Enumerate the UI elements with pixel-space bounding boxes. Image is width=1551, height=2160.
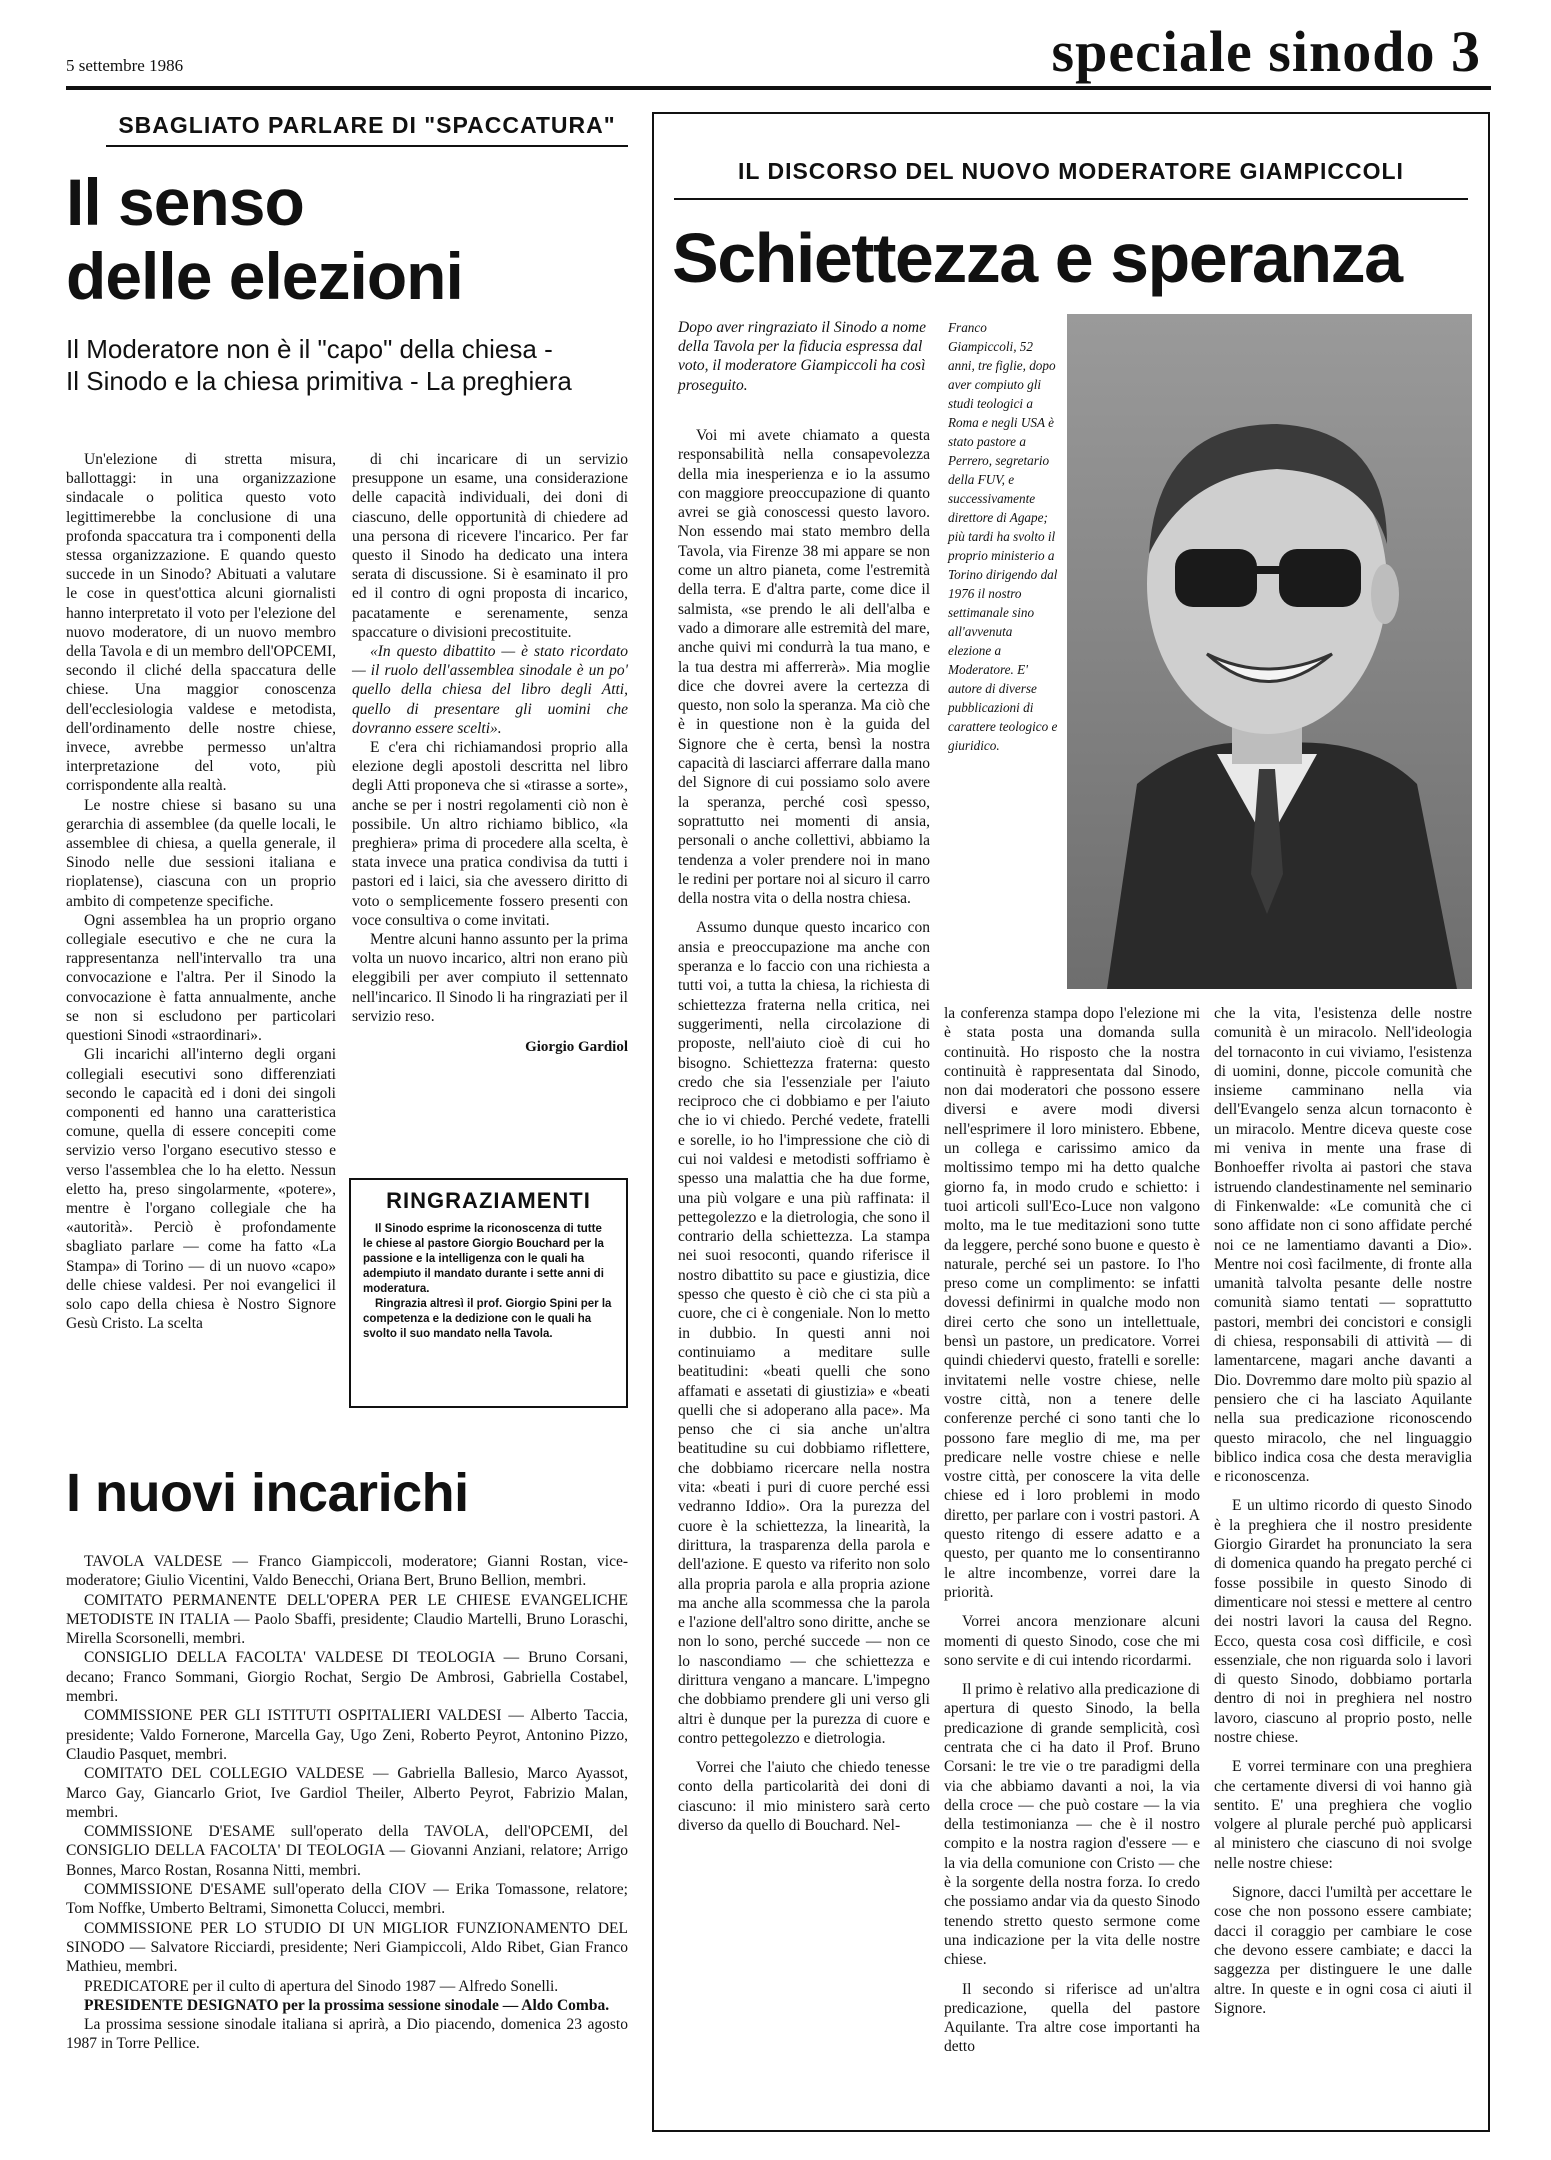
left-column-1 (66, 450, 336, 1333)
paragraph: Vorrei ancora menzionare alcuni momenti di questo Sinodo, cose che mi sono servite e di cui intendo ricordarmi. (944, 1613, 1200, 1669)
left-headline-line1: Il senso (66, 165, 304, 239)
right-column-2 (944, 1004, 1200, 2057)
nuovi-incarichi-list (66, 1552, 628, 2054)
paragraph: che la vita, l'esistenza delle nostre comunità è un miracolo. Nell'ideologia del tornaconto in cui viviamo, l'esistenza di uomini, donne, piccole comunità che insieme camminano nella via dell'Evangelo senza alcun tornaconto è un miracolo. Mentre diceva queste cose mi veniva in mente una frase di Bonhoeffer rivolta ai pastori che stava istruendo clandestinamente nel seminario di Finkenwalde: «Le comunità che ci sono affidate non ci sono affidate perché noi ce ne lamentiamo davanti a Dio». Mentre noi così facilmente, di fronte alla umanità talvolta pesante delle nostre comunità siamo tentati — soprattutto pastori, membri dei concistori e consigli di chiesa, responsabili di attività — di lamentarcene, magari anche davanti a Dio. Dovremmo dare molto più spazio al pensiero che ci ha lasciato Aquilante nella sua predicazione riconoscendo questo miracolo, che nel linguaggio biblico indica cosa che desta meraviglia e riconoscenza. (1214, 1005, 1472, 1486)
right-kicker-rule (674, 198, 1468, 200)
paragraph: Vorrei che l'aiuto che chiedo tenesse conto della particolarità dei doni di ciascuno: il mio ministero sarà certo diverso da quello di Bouchard. Nel- (678, 1759, 930, 1835)
paragraph: Un'elezione di stretta misura, ballottaggi: in una organizzazione sindacale o politica questo voto legittimerebbe la conclusione di una profonda spaccatura tra i componenti della stessa organizzazione. E quando questo succede in un Sinodo? Abituati a valutare le cose in quest'ottica alcuni giornalisti hanno interpretato il voto per l'elezione del nuovo moderatore, di un nuovo membro della Tavola e di un membro dell'OPCEMI, secondo il cliché della spaccatura delle chiese. Una maggior conoscenza dell'ecclesiologia valdese e metodista, dell'ordinamento delle nostre chiese, invece, avrebbe permesso un'altra interpretazione del voto, più corrispondente alla realtà. (66, 451, 336, 795)
paragraph: la conferenza stampa dopo l'elezione mi è stata posta una domanda sulla continuità. Ho risposto che la nostra continuità è rappresentata dal Sinodo, non dai moderatori che possono essere diversi e avere modi diversi nell'esprimere il loro ministero. Ebbene, un collega e carissimo amico da moltissimo tempo mi ha detto qualche giorno fa, in modo crudo e schietto: i tuoi articoli sull'Eco-Luce non valgono molto, ma le tue meditazioni sono tutte da leggere, perché sono buone e questo è naturale, perché sei un pastore. Io l'ho preso come un complimento: se infatti dovessi definirmi in qualche modo non direi certo che sono un intellettuale, bensì un pastore, un predicatore. Vorrei quindi chiedervi questo, fratelli e sorelle: invitatemi nelle vostre chiese, nelle vostre città, non a tenere delle conferenze perché ci sono tanti che lo possono fare meglio di me, ma per predicare nelle vostre chiese e nelle vostre città, per conoscere la vita delle chiese ed i loro problemi in modo diretto, per parlare con i vostri pastori. A questo ritengo di essere adatto e a questo, per quanto me lo consentiranno le altre incombenze, vorrei dare la priorità. (944, 1005, 1200, 1601)
list-item: COMMISSIONE D'ESAME sull'operato della CIOV — Erika Tomassone, relatore; Tom Noffke, Umberto Beltrami, Simonetta Colucci, membri. (66, 1881, 628, 1918)
ringraziamenti-box (349, 1178, 628, 1408)
header-rule (66, 86, 1491, 90)
left-kicker: SBAGLIATO PARLARE DI "SPACCATURA" (106, 112, 628, 147)
section-title: speciale sinodo 3 (1051, 19, 1481, 84)
box-paragraph: Ringrazia altresì il prof. Giorgio Spini per la competenza e la dedizione con le quali ha svolto il suo mandato nella Tavola. (363, 1298, 612, 1340)
list-item: COMMISSIONE D'ESAME sull'operato della TAVOLA, dell'OPCEMI, del CONSIGLIO DELLA FACOLTA' DI TEOLOGIA — Giovanni Anziani, relatore; Arrigo Bonnes, Marco Rostan, Rosanna Nitti, membri. (66, 1823, 628, 1879)
right-column-1 (678, 426, 930, 1835)
page-date: 5 settembre 1986 (66, 56, 184, 75)
box-paragraph: Il Sinodo esprime la riconoscenza di tutte le chiese al pastore Giorgio Bouchard per la passione e la intelligenza con le quali ha adempiuto il mandato durante i sette anni di moderatura. (363, 1223, 604, 1295)
paragraph: Il secondo si riferisce ad un'altra predicazione, quella del pastore Aquilante. Tra altre cose importanti ha detto (944, 1980, 1200, 2056)
left-headline-line2: delle elezioni (66, 239, 463, 313)
list-item: PRESIDENTE DESIGNATO per la prossima sessione sinodale — Aldo Comba. (84, 1996, 610, 2014)
portrait-illustration (1067, 314, 1472, 989)
box-title: RINGRAZIAMENTI (386, 1188, 591, 1213)
list-item: TAVOLA VALDESE — Franco Giampiccoli, moderatore; Gianni Rostan, vice-moderatore; Giulio Vicentini, Valdo Benecchi, Oriana Bert, Bruno Bellion, membri. (66, 1553, 628, 1590)
left-headline (66, 165, 628, 313)
list-item: COMITATO DEL COLLEGIO VALDESE — Gabriella Ballesio, Marco Ayassot, Marco Gay, Giancarlo Griot, Ive Gardiol Theiler, Alberto Peyrot, Fabrizio Malan, membri. (66, 1765, 628, 1821)
list-item: CONSIGLIO DELLA FACOLTA' VALDESE DI TEOLOGIA — Bruno Corsani, decano; Franco Sommani, Giorgio Rochat, Sergio De Ambrosi, Gabriella Costabel, membri. (66, 1649, 628, 1706)
right-article (652, 112, 1490, 2132)
left-subhead-line2: Il Sinodo e la chiesa primitiva - La preghiera (66, 366, 572, 396)
right-kicker: IL DISCORSO DEL NUOVO MODERATORE GIAMPICCOLI (738, 158, 1404, 184)
paragraph: Signore, dacci l'umiltà per accettare le cose che non possono essere cambiate; dacci il coraggio per cambiare le cose che devono essere cambiate; e dacci la saggezza per distinguere le une dalle altre. In queste e in ogni cosa ci aiuti il Signore. (1214, 1884, 1472, 2017)
left-subhead (66, 333, 628, 397)
quote-paragraph: «In questo dibattito — è stato ricordato — il ruolo dell'assemblea sinodale è un po' quello della chiesa del libro degli Atti, quello di presentare gli uomini che dovranno essere scelti». (352, 643, 628, 737)
list-item: PREDICATORE per il culto di apertura del Sinodo 1987 — Alfredo Sonelli. (84, 1977, 559, 1995)
paragraph: Il primo è relativo alla predicazione di apertura di questo Sinodo, la bella predicazione di grande semplicità, così centrata che ci ha dato il Prof. Bruno Corsani: le tre vie o tre paradigmi della via che abbiamo davanti a noi, la via della croce — che può costare — la via della testimonianza — che è il nostro compito e la nostra ragion d'essere — e la via della comunione con Cristo — che è la sorgente della nostra forza. Io credo che possiamo andar via da questo Sinodo tenendo stretto questo sermone come una indicazione per la vita delle nostre chiese. (944, 1681, 1200, 1969)
article-signature: Giorgio Gardiol (525, 1039, 628, 1056)
list-item: La prossima sessione sinodale italiana si aprirà, a Dio piacendo, domenica 23 agosto 1987 in Torre Pellice. (66, 2016, 628, 2053)
paragraph: E vorrei terminare con una preghiera che certamente diversi di voi hanno già sentito. E' una preghiera che voglio volgere al plurale perché può applicarsi al ministero che ciascuno di noi svolge nelle nostre chiese: (1214, 1758, 1472, 1872)
paragraph: Assumo dunque questo incarico con ansia e preoccupazione ma anche con speranza e lo faccio con una richiesta a tutti voi, a tutta la chiesa, la richiesta di schiettezza fraterna nella critica, nei suggerimenti, nella circolazione di proposte, nell'aiuto cioè di cui ho bisogno. Schiettezza fraterna: questo credo che sia l'essenziale per l'aiuto reciproco che ci dobbiamo e per l'aiuto che io vi chiedo. Perché vedete, fratelli e sorelle, io ho l'impressione che ciò di cui noi valdesi e metodisti soffriamo è spesso una malattia che ha due forme, una più volgare e una più raffinata: il pettegolezzo e la dietrologia, che sono il contrario della schiettezza. La stampa nei suoi resoconti, quando riferisce il nostro dibattito su pace e giustizia, dice spesso che questo è ciò che ci sta più a cuore, che ci è congeniale. Non lo metto in dubbio. In questi anni noi continuiamo a meditare sulle beatitudini: «beati quelli che sono affamati e assetati di giustizia» e «beati quelli che si adoperano alla pace». Ma penso che ci sia anche un'altra beatitudine su cui dobbiamo riflettere, che dobbiamo ricercare nella nostra vita: «beati i puri di cuore perché essi vedranno Iddio». Ora la purezza del cuore è la schiettezza, la linearità, la dirittura, la trasparenza della parola e dell'azione. E questo va riferito non solo alla propria parola e alla propria azione ma anche alla scommessa che la parola e l'azione dell'altro sono diritte, anche se non lo sono, perché succede — non ce lo nascondiamo — che schiettezza e dirittura vengano a mancare. L'impegno che dobbiamo prendere gli uni verso gli altri è dunque per la purezza di cuore e contro pettegolezzo e dietrologia. (678, 919, 930, 1747)
paragraph: E un ultimo ricordo di questo Sinodo è la preghiera che il nostro presidente Giorgio Girardet ha pronunciato la sera di domenica quando ha pregato perché ci fosse possibile in questo Sinodo di dimenticare noi stessi e mettere al centro dei nostri lavori la causa del Regno. Ecco, questa cosa così difficile, e così essenziale, che non riguarda solo i lavori di questo Sinodo, dobbiamo portarla dentro di noi in preghiera nel nostro lavoro, ciascuno al proprio posto, nelle nostre chiese. (1214, 1497, 1472, 1746)
left-subhead-line1: Il Moderatore non è il "capo" della chiesa - (66, 334, 553, 364)
paragraph: Le nostre chiese si basano su una gerarchia di assemblee (da quelle locali, le assemblee di chiesa, a quella generale, il Sinodo nelle due sessioni italiana e rioplatense), ciascuna con un proprio ambito di competenze specifiche. (66, 796, 336, 910)
paragraph: Gli incarichi all'interno degli organi collegiali esecutivi sono differenziati secondo le capacità ed i doni dei singoli componenti ed hanno una caratteristica comune, quella di essere concepiti come servizio verso l'organo esecutivo stesso e verso l'assemblea che lo ha eletto. Nessun eletto ha, preso singolarmente, «potere», mentre è l'organo collegiale che ha «autorità». Perciò è profondamente sbagliato parlare — come ha fatto «La Stampa» di Torino — di un nuovo «capo» delle chiese valdesi. Per noi evangelici il solo capo della chiesa è Nostro Signore Gesù Cristo. La scelta (66, 1046, 336, 1333)
list-item: COMMISSIONE PER GLI ISTITUTI OSPITALIERI VALDESI — Alberto Taccia, presidente; Valdo Fornerone, Marcella Gay, Ugo Zeni, Roberto Peyrot, Antonino Pizzo, Claudio Pasquet, membri. (66, 1707, 628, 1763)
list-item: COMMISSIONE PER LO STUDIO DI UN MIGLIOR FUNZIONAMENTO DEL SINODO — Salvatore Ricciardi, presidente; Neri Giampiccoli, Aldo Ribet, Gian Franco Mathieu, membri. (66, 1919, 628, 1976)
nuovi-incarichi-title: I nuovi incarichi (66, 1463, 469, 1523)
paragraph: Mentre alcuni hanno assunto per la prima volta un nuovo incarico, altri non erano più eleggibili per aver compiuto il settennato nell'incarico. Il Sinodo li ha ringraziati per il servizio reso. (352, 931, 628, 1025)
portrait-photo (1067, 314, 1472, 989)
paragraph: Voi mi avete chiamato a questa responsabilità nella consapevolezza della mia inesperienza e io la assumo con maggiore preoccupazione di quanto avrei se già conoscessi questo lavoro. Non essendo mai stato membro della Tavola, via Firenze 38 mi appare se non come un altro pianeta, come l'estremità della terra. E d'altra parte, come dice il salmista, «se prendo le ali dell'alba e vado a dimorare alle estremità del mare, anche quivi mi condurrà la tua mano, e la tua destra mi afferrerà». Mia moglie dice che dovrei avere la certezza di questo, non solo la speranza. Ma ciò che è in questione non è la guida del Signore che è certa, bensì la nostra capacità di lasciarci afferrare dalla mano del Signore di cui possiamo solo avere la speranza, perché così spesso, soprattutto nei momenti di ansia, personali o anche collettivi, abbiamo la tendenza a voler prendere noi in mano le redini per portare noi al sicuro il carro della nostra vita o della nostra chiesa. (678, 427, 930, 908)
left-column-2 (352, 450, 628, 1057)
paragraph: Ogni assemblea ha un proprio organo collegiale esecutivo e che ne cura la rappresentanza nell'intervallo tra una convocazione e l'altra. Per il Sinodo la convocazione è fatta annualmente, anche se non si escludono per particolari questioni Sinodi «straordinari». (66, 911, 336, 1045)
right-column-3 (1214, 1004, 1472, 2018)
right-intro: Dopo aver ringraziato il Sinodo a nome della Tavola per la fiducia espressa dal voto, il moderatore Giampiccoli ha così proseguito. (678, 319, 926, 394)
list-item: COMITATO PERMANENTE DELL'OPERA PER LE CHIESE EVANGELICHE METODISTE IN ITALIA — Paolo Sbaffi, presidente; Claudio Martelli, Bruno Loraschi, Mirella Scorsonelli, membri. (66, 1591, 628, 1648)
photo-caption: Franco Giampiccoli, 52 anni, tre figlie, dopo aver compiuto gli studi teologici a Roma e negli USA è stato pastore a Perrero, segretario della FUV, e successivamente direttore di Agape; più tardi ha svolto il proprio ministerio a Torino dirigendo dal 1976 il nostro settimanale sino all'avvenuta elezione a Moderatore. E' autore di diverse pubblicazioni di carattere teologico e giuridico. (948, 320, 1058, 753)
right-headline: Schiettezza e speranza (672, 219, 1402, 297)
paragraph: E c'era chi richiamandosi proprio alla elezione degli apostoli descritta nel libro degli Atti proponeva che si «tirasse a sorte», anche se per i nostri regolamenti ciò non è possibile. Un altro richiamo biblico, «la preghiera» prima di procedere alla scelta, è stata invece una pratica condivisa da tutti i pastori ed i laici, sia che avessero diritto di voto o semplicemente fossero presenti con voce consultiva o come invitati. (352, 739, 628, 929)
paragraph: di chi incaricare di un servizio presuppone un esame, una considerazione delle capacità individuali, dei doni di ciascuno, delle opportunità di chiedere ad una persona di ricevere l'incarico. Per far questo il Sinodo ha dedicato una intera serata di discussione. Si è esaminato il pro ed il contro di ogni proposta di incarico, pacatamente e serenamente, senza spaccature o divisioni precostituite. (352, 451, 628, 641)
left-article (66, 112, 628, 413)
